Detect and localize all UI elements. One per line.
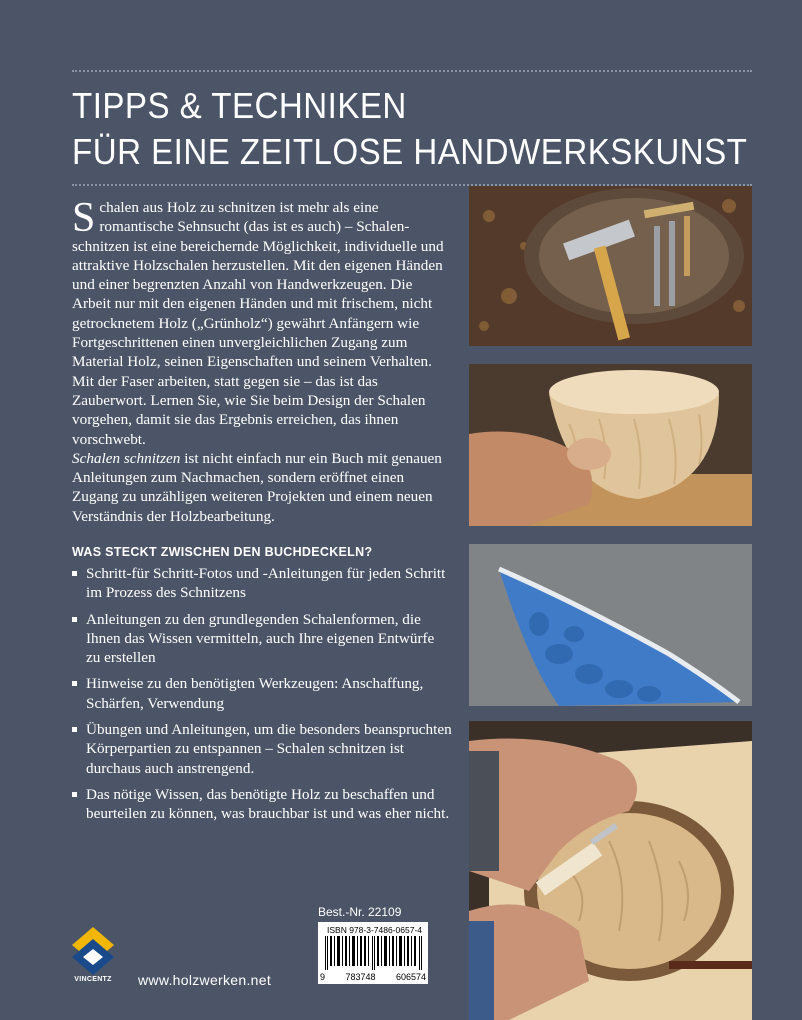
list-item: Das nötige Wissen, das benötigte Holz zu beschaffen und beurteilen zu können, was brauchbar ist und was eher nicht. xyxy=(72,785,452,824)
photo-carving-gouge xyxy=(469,721,752,1020)
isbn-barcode xyxy=(318,922,428,984)
heading-line-1: TIPPS & TECHNIKEN xyxy=(72,85,407,126)
bullet-icon xyxy=(72,681,77,686)
isbn-text: ISBN 978-3-7486-0657-4 xyxy=(327,925,422,935)
intro-main-text: chalen aus Holz zu schnitzen ist mehr als eine romantische Sehnsucht (das ist es auch) – Schalenschnitzen ist eine bereichernde Möglichkeit, individuelle und attraktive Holzschalen herzustellen. Mit den eigenen Händen und einer begrenzten Anzahl von Handwerkzeugen. Die Arbeit nur mit den eigenen Händen und mit frischem, nicht getrocknetem Holz („Grünholz“) gewährt Anfängern wie Fortgeschrittenen einen unvergleichlichen Zugang zum Material Holz, seinen Eigenschaften und seinem Verhalten. Mit der Faser arbeiten, statt gegen sie – das ist das Zauberwort. Lernen Sie, wie Sie beim Design der Schalen vorgehen, damit sie das Ergebnis erreichen, das ihnen vorschwebt. xyxy=(72,199,444,448)
bullet-icon xyxy=(72,617,77,622)
photo-bowl-in-hand xyxy=(469,364,752,526)
intro-end-text: ist nicht einfach nur ein Buch mit genauen Anleitungen zum Nachmachen, sondern eröffnet einen Zugang zu unzähligen weiteren Projekten und einem neuen Verständnis der Holzbearbeitung. xyxy=(72,449,442,525)
photo-blue-bowl xyxy=(469,544,752,706)
bullet-icon xyxy=(72,727,77,732)
top-dotted-rule xyxy=(72,70,752,72)
intro-text xyxy=(72,195,452,526)
barcode-bars xyxy=(325,936,423,970)
contents-list xyxy=(72,564,452,831)
contents-heading: WAS STECKT ZWISCHEN DEN BUCHDECKELN? xyxy=(72,545,373,559)
list-item: Schritt-für Schritt-Fotos und -Anleitungen für jeden Schritt im Prozess des Schnitzens xyxy=(72,564,452,603)
order-number: Best.-Nr. 22109 xyxy=(318,905,402,919)
photo-tools-on-stump xyxy=(469,186,752,346)
bullet-icon xyxy=(72,792,77,797)
website-link[interactable]: www.holzwerken.net xyxy=(138,972,272,988)
publisher-name: VINCENTZ xyxy=(74,976,112,983)
book-title: Schalen schnitzen xyxy=(72,449,181,467)
list-item: Übungen und Anleitungen, um die besonders beanspruchten Körperpartien zu entspannen – Schalen schnitzen ist durchaus auch anstrengend. xyxy=(72,720,452,778)
list-item: Hinweise zu den benötigten Werkzeugen: Anschaffung, Schärfen, Verwendung xyxy=(72,674,452,713)
heading-line-2: FÜR EINE ZEITLOSE HANDWERKSKUNST xyxy=(72,131,748,172)
barcode-digits: 9 783748 606574 xyxy=(320,972,426,982)
list-item: Anleitungen zu den grundlegenden Schalenformen, die Ihnen das Wissen vermitteln, auch Ihre eigenen Entwürfe zu erstellen xyxy=(72,610,452,668)
dropcap: S xyxy=(72,195,96,241)
bullet-icon xyxy=(72,571,77,576)
